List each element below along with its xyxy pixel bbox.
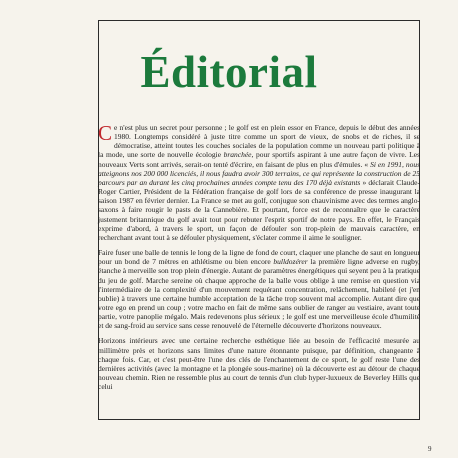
page-number: 9	[428, 445, 432, 453]
article-body	[98, 123, 420, 391]
paragraph-1-text-c: , pour sportifs aspirant à une autre façon de vivre. Les nouveaux Verts sont arrivés, serait-on tenté d'écrire, en faisant de plus en plus d'émules. «	[98, 150, 420, 169]
paragraph-1-text-a: e n'est plus un secret pour personne ; le golf est en plein essor en France, depuis le début des années 1980. Longtemps considéré à juste titre comme un sport de vieux, de snobs et de riches, il se démocratise, atteint toutes les couches sociales de la population comme un nouveau parti politique à la mode, une sorte de nouvelle écologie	[98, 123, 420, 160]
drop-cap: C	[98, 121, 113, 145]
paragraph-2-text-a: Faire fuser une balle de tennis le long de la ligne de fond de court, claquer une planche de saut en longueur pour un bond de 7 mètres en athlétisme ou bien encore	[98, 248, 420, 267]
paragraph-1-quote: Si en 1991, nous atteignons nos 200 000 licenciés, il nous faudra avoir 300 terrains, ce qui représente la construction de 25 parcours par an durant les cinq prochaines années compte tenu des 170 déjà existants	[98, 159, 420, 187]
page-title: Éditorial	[140, 47, 318, 97]
paragraph-1-text-e: » déclarait Claude-Roger Cartier, Président de la Fédération française de golf lors de sa conférence de presse inaugurant la saison 1987 en février dernier. La France se met au golf, conjugue son chauvinisme avec des termes anglo-saxons à faire rougir le pasts de la Cannebière. Et pourtant, force est de reconnaître que le caractère justement britannique du golf avait tout pour rebuter l'esprit sportif de notre pays. En effet, le Français exprime d'abord, à travers le sport, un façon de défouler son trop-plein de mauvais caractère, en recherchant avant tout à se défouler physiquement, s'éclater comme il aime le souligner.	[98, 177, 420, 242]
paragraph-3: Horizons intérieurs avec une certaine recherche esthétique liée au besoin de l'efficacité mesurée au millimètre près et horizons sans limites d'une nature étonnante puisque, par définition, changeante à chaque fois. Car, et c'est peut-être l'une des clés de l'enchantement de ce sport, le golf reste l'une des dernières activités (avec la montagne et la plongée sous-marine) où la découverte est au détour de chaque nouveau chemin. Rien ne ressemble plus au court de tennis d'un club hyper-luxueux de Beverley Hills que celui	[98, 336, 420, 392]
paragraph-2-italic-b: bulldozérer	[273, 257, 308, 267]
paragraph-1-italic-b: branchée	[223, 150, 252, 160]
paragraph-2-text-c: la première ligne adverse en rugby, étanche à merveille son trop plein d'énergie. Autant de paramètres énergétiques qui seyent peu à la pratique du jeu de golf. Marche sereine où chaque approche de la balle vous oblige à une remise en question via l'intermédiaire de la complexité d'un mouvement requérant concentration, relâchement, habileté (et j'en oublie) à travers une certaine humble acceptation de la tâche trop souvent mal accomplie. Autant dire que votre ego en prend un coup ; votre macho en fait de même sans oublier de ranger au vestiaire, avant toute partie, votre panoplie mégalo. Mais redevenons plus sérieux ; le golf est une merveilleuse école d'humilité et de sang-froid au service sans cesse renouvelé de l'éternelle découverte d'horizons nouveaux.	[98, 257, 420, 331]
paragraph-2	[98, 248, 420, 330]
paragraph-1	[98, 123, 420, 242]
